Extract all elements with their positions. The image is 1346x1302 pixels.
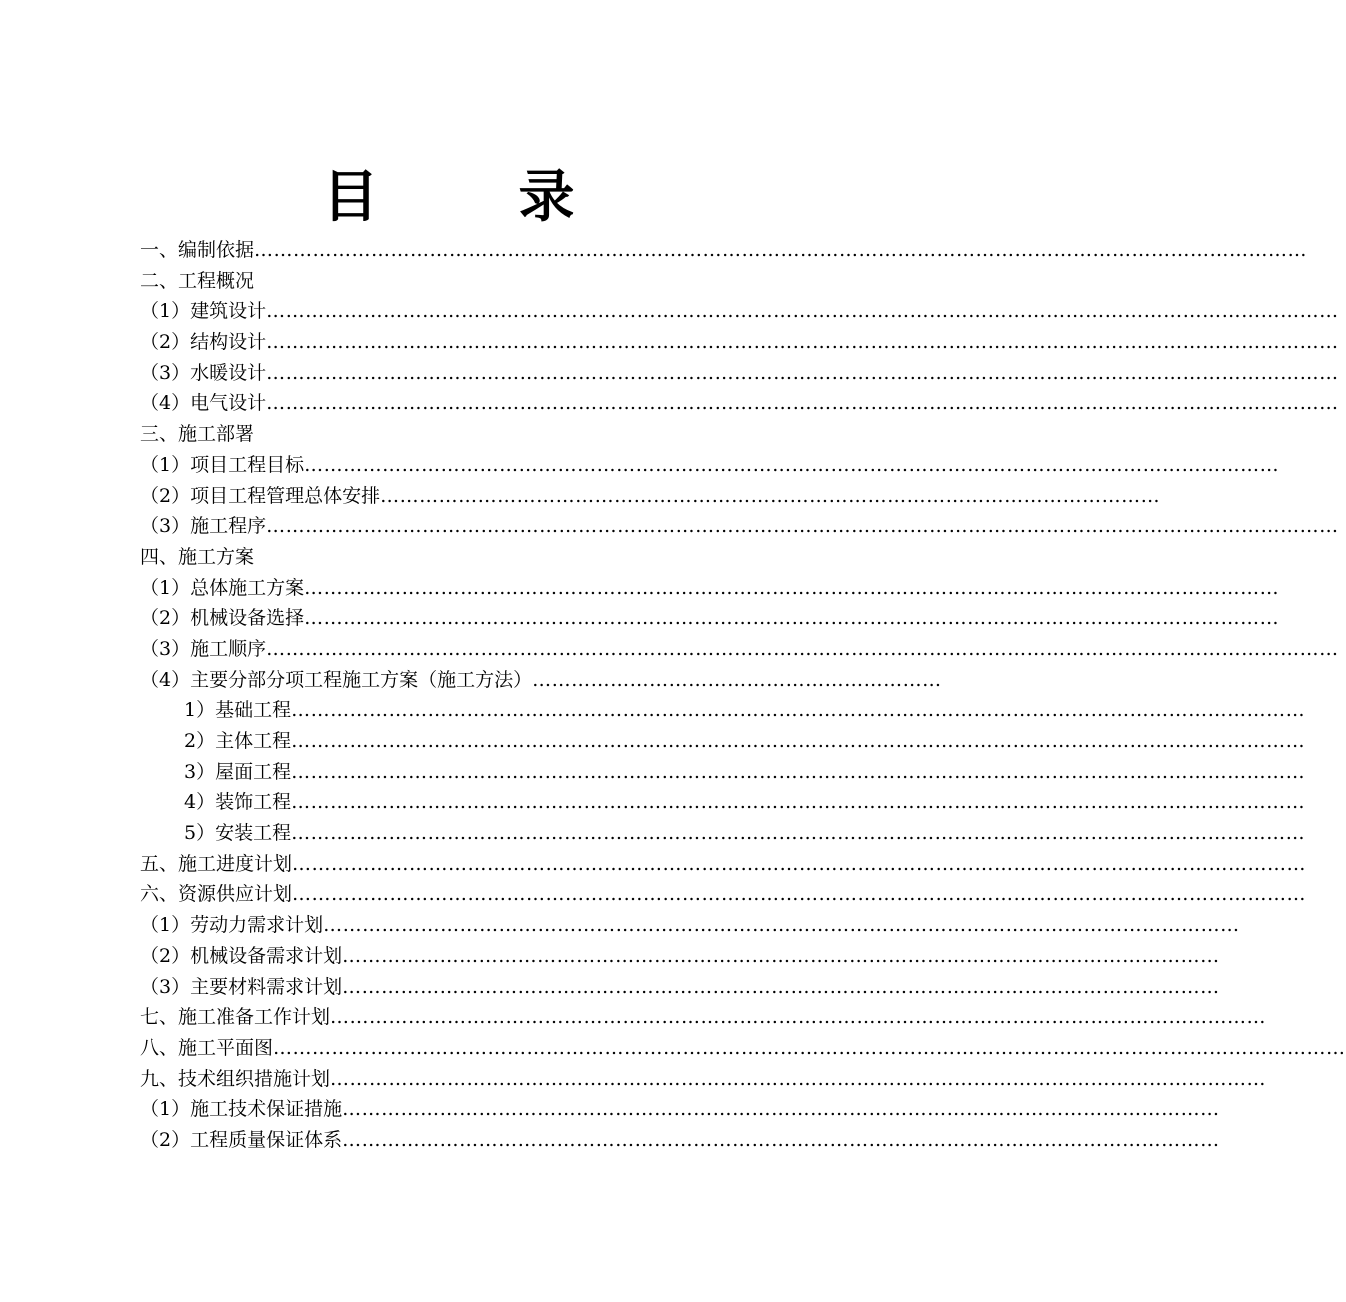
toc-leader-dots: ………………………………………………………………………………………………………………………………………………… <box>266 331 1339 354</box>
toc-entry <box>140 511 1339 542</box>
toc-entry-label: （2）结构设计 <box>140 331 267 354</box>
toc-entry-label: （3）水暖设计 <box>140 361 267 384</box>
toc-leader-dots: ………………………………………………………………………………………………………………………………………… <box>291 730 1306 752</box>
toc-entry <box>140 1094 1220 1125</box>
toc-entry <box>140 634 1339 665</box>
toc-entry <box>140 1125 1220 1156</box>
toc-entry <box>140 757 1306 788</box>
toc-entry-label: （2）工程质量保证体系 <box>140 1128 343 1151</box>
toc-leader-dots: …………………………………………………………………………………………………………………………… <box>323 914 1240 937</box>
toc-leader-dots: …………………………………………………………………………………………………………………………………… <box>304 607 1280 630</box>
toc-leader-dots: ……………………………………………………………………………………………………………………………… <box>330 1067 1267 1090</box>
toc-entry <box>140 849 1307 880</box>
toc-leader-dots: ………………………………………………………………………………………………………………………………………………… <box>273 1036 1346 1059</box>
toc-entry <box>140 573 1280 604</box>
toc-leader-dots: ………………………………………………………………………………………………………………………………………………… <box>266 392 1339 415</box>
toc-leader-dots: ………………………………………………………………………………………………………………………………………… <box>292 852 1307 875</box>
toc-leader-dots: ……………………………………………………………………………………………………………………… <box>342 1098 1220 1121</box>
toc-leader-dots: ……………………………………………………………………………………………………………………………………………… <box>254 239 1308 261</box>
toc-entry-label: 一、编制依据 <box>140 239 255 261</box>
toc-entry <box>140 450 1280 481</box>
toc-leader-dots: ………………………………………………………………………………………………………………………………………………… <box>266 300 1339 323</box>
toc-leader-dots: ………………………………………………………………………………………………………………………………………… <box>291 760 1306 783</box>
toc-entry <box>140 603 1280 634</box>
toc-entry <box>140 787 1306 818</box>
toc-leader-dots: ……………………………………………………………………………………………………………………… <box>342 1128 1220 1151</box>
toc-entry <box>140 235 1308 266</box>
toc-entry <box>140 941 1220 972</box>
toc-entry <box>140 542 780 573</box>
toc-entry <box>140 818 1306 849</box>
toc-leader-dots: …………………………………………………………………………………………………………………………………… <box>304 453 1280 476</box>
toc-entry-label: （2）项目工程管理总体安排 <box>140 484 381 507</box>
toc-entry-label: 四、施工方案 <box>140 545 255 568</box>
toc-entry-label: 3）屋面工程 <box>184 760 292 783</box>
toc-entry <box>140 327 1339 358</box>
toc-leader-dots: ……………………………………………………………………………………………………………………… <box>342 944 1220 967</box>
toc-entry <box>140 665 942 696</box>
toc-leader-dots: ……………………………………………………… <box>532 668 942 691</box>
toc-entry <box>140 1002 1267 1033</box>
toc-entry-label: （1）施工技术保证措施 <box>140 1098 343 1121</box>
toc-entry-label: 八、施工平面图 <box>140 1036 274 1059</box>
toc-entry-label: （1）总体施工方案 <box>140 576 305 599</box>
toc-entry <box>140 358 1339 389</box>
toc-entry-label: （2）机械设备选择 <box>140 607 305 630</box>
toc-entry <box>140 296 1339 327</box>
toc-entry-label: 三、施工部署 <box>140 423 255 446</box>
toc-leader-dots: ………………………………………………………………………………………………………………………………………… <box>291 699 1306 722</box>
toc-entry-label: 5）安装工程 <box>184 822 292 845</box>
toc-leader-dots: ………………………………………………………………………………………………………… <box>380 484 1161 507</box>
toc-entry-label: 1）基础工程 <box>184 699 292 722</box>
toc-entry-label: （1）建筑设计 <box>140 300 267 323</box>
toc-entry-label: （3）施工顺序 <box>140 637 267 660</box>
toc-leader-dots: ………………………………………………………………………………………………………………………………………………… <box>266 637 1339 660</box>
toc-entry <box>140 695 1306 726</box>
toc-entry-label: 2）主体工程 <box>184 730 292 752</box>
toc-leader-dots: ………………………………………………………………………………………………………………………………………………… <box>266 361 1339 384</box>
toc-entry <box>140 972 1220 1003</box>
toc-entry-label: （1）项目工程目标 <box>140 453 305 476</box>
toc-entry-label: 五、施工进度计划 <box>140 852 293 875</box>
toc-leader-dots: ……………………………………………………………………………………………………………………… <box>342 975 1220 998</box>
toc-leader-dots: ………………………………………………………………………………………………………………………………………………… <box>266 515 1339 538</box>
toc-entry-label: 六、资源供应计划 <box>140 883 293 906</box>
toc-entry-label: 二、工程概况 <box>140 269 255 292</box>
toc-entry <box>140 1064 1267 1095</box>
toc-entry-label: （4）电气设计 <box>140 392 267 415</box>
toc-entry <box>140 388 1339 419</box>
toc-entry <box>140 879 1307 910</box>
toc-entry-label: （4）主要分部分项工程施工方案（施工方法） <box>140 668 533 691</box>
toc-entry <box>140 910 1240 941</box>
toc-entry-label: （1）劳动力需求计划 <box>140 914 324 937</box>
toc-entry <box>140 266 780 297</box>
toc-entry <box>140 726 1306 757</box>
toc-entry-label: 4）装饰工程 <box>184 791 292 814</box>
toc-entry-label: 九、技术组织措施计划 <box>140 1067 331 1090</box>
toc-leader-dots: ………………………………………………………………………………………………………………………………………… <box>291 822 1306 845</box>
toc-leader-dots: ………………………………………………………………………………………………………………………………………… <box>291 791 1306 814</box>
toc-entry <box>140 481 1161 512</box>
toc-leader-dots: …………………………………………………………………………………………………………………………………… <box>304 576 1280 599</box>
toc-entry-label: 七、施工准备工作计划 <box>140 1006 331 1029</box>
toc-entry <box>140 1033 1346 1064</box>
toc-leader-dots: ………………………………………………………………………………………………………………………………………… <box>292 883 1307 906</box>
toc-entry-label: （3）施工程序 <box>140 515 267 538</box>
page-title: 目 录 <box>322 164 617 230</box>
toc-entry <box>140 419 780 450</box>
toc-entry-label: （2）机械设备需求计划 <box>140 944 343 967</box>
toc-leader-dots: ……………………………………………………………………………………………………………………………… <box>330 1006 1267 1029</box>
toc-entry-label: （3）主要材料需求计划 <box>140 975 343 998</box>
table-of-contents <box>140 235 1346 1156</box>
